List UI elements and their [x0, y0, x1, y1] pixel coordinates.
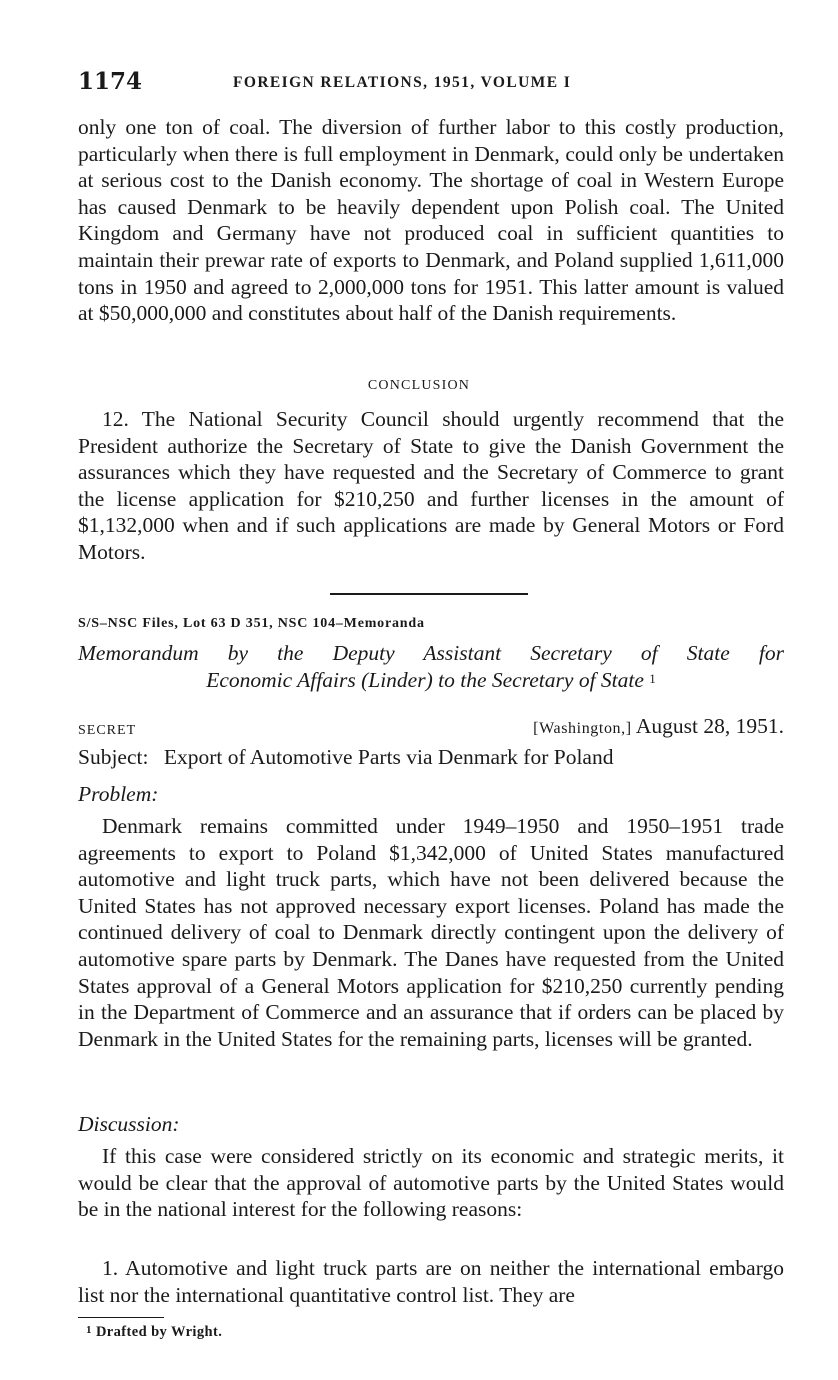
page-number: 1174 [78, 68, 143, 95]
subject-line [78, 745, 613, 770]
discussion-heading: Discussion: [78, 1112, 180, 1136]
conclusion-heading: CONCLUSION [367, 378, 471, 393]
problem-paragraph: Denmark remains committed under 1949–1950 and 1950–1951 trade agreements to export to Poland $1,342,000 of United States manufactured automotive and light truck parts, which have not been delivered because the United States has not approved necessary export licenses. Poland has made the continued delivery of coal to Denmark directly contingent upon the delivery of automotive spare parts by Denmark. The Danes have requested from the United States approval of a General Motors application for $210,250 currently pending in the Department of Commerce and an assurance that if orders can be placed by Denmark in the United States for the remaining parts, licenses will be granted. [78, 814, 784, 1051]
point-1-paragraph: 1. Automotive and light truck parts are on neither the international embargo list nor the international quantitative control list. They are [78, 1256, 784, 1307]
title-footnote-mark: 1 [649, 671, 656, 686]
classification-label: SECRET [78, 723, 137, 738]
running-head: FOREIGN RELATIONS, 1951, VOLUME I [233, 74, 572, 91]
source-note: S/S–NSC Files, Lot 63 D 351, NSC 104–Memoranda [78, 616, 425, 631]
footnote [86, 1324, 222, 1341]
footnote-rule [78, 1317, 164, 1318]
memo-title-line-2-text: Economic Affairs (Linder) to the Secretary of State [206, 668, 644, 692]
memo-title [78, 640, 784, 694]
dateline-place: [Washington,] [533, 720, 632, 737]
conclusion-paragraph: 12. The National Security Council should urgently recommend that the President authorize the Secretary of State to give the Danish Government the assurances which they have requested and the Secretary of Commerce to grant the license application for $210,250 and further licenses in the amount of $1,132,000 when and if such applications are made by General Motors or Ford Motors. [78, 407, 784, 564]
dateline-date: August 28, 1951. [635, 714, 784, 738]
footnote-mark: 1 [86, 1324, 92, 1336]
dateline [533, 714, 784, 739]
page-header [78, 68, 784, 100]
discussion-paragraph: If this case were considered strictly on its economic and strategic merits, it would be clear that the approval of automotive parts by the United States would be in the national interest for the following reasons: [78, 1144, 784, 1222]
footnote-text: Drafted by Wright. [95, 1324, 223, 1340]
section-divider [330, 593, 528, 595]
subject-label: Subject: [78, 745, 149, 769]
problem-heading: Problem: [78, 782, 159, 806]
subject-text: Export of Automotive Parts via Denmark for Poland [163, 745, 614, 769]
memo-title-line-2 [78, 667, 784, 694]
continuation-paragraph: only one ton of coal. The diversion of further labor to this costly production, particularly when there is full employment in Denmark, could only be undertaken at serious cost to the Danish economy. The shortage of coal in Western Europe has caused Denmark to be heavily dependent upon Polish coal. The United Kingdom and Germany have not produced coal in sufficient quantities to maintain their prewar rate of exports to Denmark, and Poland supplied 1,611,000 tons in 1950 and agreed to 2,000,000 tons for 1951. This latter amount is valued at $50,000,000 and constitutes about half of the Danish requirements. [78, 115, 784, 326]
memo-title-line-1: Memorandum by the Deputy Assistant Secretary of State for [78, 641, 784, 665]
